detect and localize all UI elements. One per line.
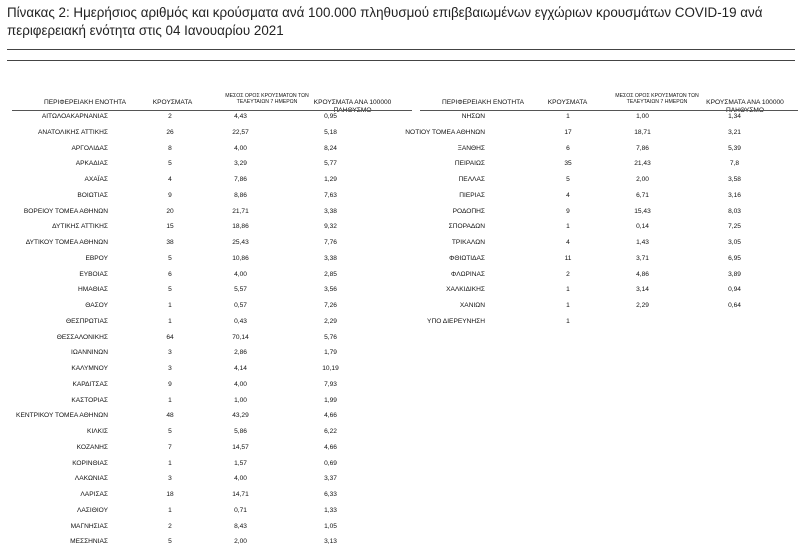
cell-cases: 7 [168,443,172,451]
cell-per100k: 8,24 [324,144,337,152]
cell-per100k: 3,13 [324,538,337,546]
cell-per100k: 8,03 [728,207,741,215]
cell-cases: 1 [168,396,172,404]
cell-cases: 35 [564,160,572,168]
cell-per100k: 3,38 [324,254,337,262]
cell-avg7: 4,00 [234,475,247,483]
cell-avg7: 21,71 [232,207,249,215]
cell-region: ΦΛΩΡΙΝΑΣ [450,270,485,278]
header-per100k: ΚΡΟΥΣΜΑΤΑ ΑΝΑ 100000 ΠΛΗΘΥΣΜΟ [706,99,784,114]
cell-region: ΚΑΛΥΜΝΟΥ [71,365,108,372]
cell-avg7: 21,43 [634,160,651,168]
cell-cases: 17 [564,128,572,136]
cell-region: ΕΒΡΟΥ [85,254,108,262]
header-region: ΠΕΡΙΦΕΡΕΙΑΚΗ ΕΝΟΤΗΤΑ [441,99,525,106]
cell-cases: 2 [168,113,172,120]
cell-region: ΛΑΣΙΘΙΟΥ [77,506,108,514]
cell-per100k: 7,63 [324,191,337,199]
cell-cases: 5 [566,176,570,183]
header-underline [420,110,798,111]
cell-per100k: 9,32 [324,223,337,231]
cell-region: ΚΟΡΙΝΘΙΑΣ [72,459,108,467]
cell-per100k: 3,56 [324,286,337,294]
cell-per100k: 5,18 [324,128,337,136]
cell-avg7: 0,57 [234,302,247,309]
cell-cases: 15 [166,223,174,231]
cell-region: ΔΥΤΙΚΟΥ ΤΟΜΕΑ ΑΘΗΝΩΝ [25,239,108,246]
cell-per100k: 1,99 [324,396,337,404]
cell-avg7: 4,00 [234,270,247,278]
cell-avg7: 0,14 [636,223,649,231]
cell-region: ΔΥΤΙΚΗΣ ΑΤΤΙΚΗΣ [52,223,108,231]
cell-cases: 1 [566,223,570,231]
cell-cases: 5 [168,428,172,435]
cell-per100k: 7,93 [324,380,337,388]
cell-avg7: 2,00 [234,538,247,546]
cell-avg7: 4,14 [234,365,247,372]
cell-cases: 5 [168,538,172,546]
cell-cases: 20 [166,207,174,215]
cell-region: ΒΟΙΩΤΙΑΣ [77,191,108,199]
cell-per100k: 3,05 [728,239,741,246]
cell-region: ΜΑΓΝΗΣΙΑΣ [70,522,108,530]
header-underline [12,110,412,111]
table-caption: Πίνακας 2: Ημερήσιος αριθμός και κρούσματα ανά 100.000 πληθυσμού επιβεβαιωμένων εγχώριων κρουσμάτων COVID-19 ανά περιφερειακή ενότητα στις 04 Ιανουαρίου 2021 [7,5,763,38]
cell-cases: 1 [566,113,570,120]
cell-avg7: 7,86 [234,176,247,183]
cell-avg7: 18,86 [232,223,249,231]
cell-region: ΠΙΕΡΙΑΣ [459,191,485,199]
cell-region: ΦΘΙΩΤΙΔΑΣ [449,254,485,262]
cell-per100k: 4,66 [324,412,337,420]
cell-avg7: 22,57 [232,128,249,136]
cell-cases: 48 [166,412,174,420]
cell-cases: 5 [168,254,172,262]
cell-region: ΚΙΛΚΙΣ [87,428,108,435]
cell-avg7: 15,43 [634,207,651,215]
cell-region: ΛΑΚΩΝΙΑΣ [74,475,108,483]
cell-per100k: 2,29 [324,317,337,325]
cell-avg7: 4,00 [234,144,247,152]
cell-cases: 5 [168,160,172,168]
cell-cases: 9 [168,191,172,199]
cell-cases: 3 [168,365,172,372]
cell-region: ΑΝΑΤΟΛΙΚΗΣ ΑΤΤΙΚΗΣ [38,128,108,136]
cell-per100k: 0,69 [324,459,337,467]
cell-avg7: 3,14 [636,286,649,294]
cell-per100k: 3,16 [728,191,741,199]
cell-cases: 9 [168,380,172,388]
cell-region: ΧΑΛΚΙΔΙΚΗΣ [446,286,485,294]
cell-cases: 6 [168,270,172,278]
cell-avg7: 3,29 [234,160,247,168]
cell-avg7: 2,29 [636,302,649,309]
cell-per100k: 6,95 [728,254,741,262]
cell-cases: 3 [168,349,172,357]
cell-region: ΚΑΣΤΟΡΙΑΣ [71,396,108,404]
cell-cases: 3 [168,475,172,483]
cell-cases: 1 [168,459,172,467]
cell-per100k: 0,94 [728,286,741,294]
cell-avg7: 2,00 [636,176,649,183]
cell-cases: 38 [166,239,174,246]
cell-cases: 5 [168,286,172,294]
cell-region: ΡΟΔΟΠΗΣ [452,207,485,215]
cell-per100k: 5,39 [728,144,741,152]
cell-per100k: 10,19 [322,365,339,372]
header-per100k: ΚΡΟΥΣΜΑΤΑ ΑΝΑ 100000 ΠΛΗΘΥΣΜΟ [313,99,392,114]
cell-region: ΞΑΝΘΗΣ [457,144,485,152]
cell-cases: 11 [564,254,572,262]
cell-per100k: 2,85 [324,270,337,278]
cell-per100k: 7,26 [324,302,337,309]
cell-cases: 8 [168,144,172,152]
cell-cases: 4 [566,239,570,246]
cell-cases: 18 [166,491,174,498]
cell-avg7: 7,86 [636,144,649,152]
divider [7,60,795,61]
cell-per100k: 0,64 [728,302,741,309]
cell-cases: 4 [168,176,172,183]
cell-avg7: 5,57 [234,286,247,294]
cell-region: ΘΕΣΣΑΛΟΝΙΚΗΣ [56,333,108,341]
cell-per100k: 1,79 [324,349,337,357]
cell-cases: 1 [566,317,570,325]
cell-avg7: 18,71 [634,128,651,136]
cell-per100k: 3,37 [324,475,337,483]
cell-region: ΙΩΑΝΝΙΝΩΝ [71,349,108,357]
cell-avg7: 5,86 [234,428,247,435]
header-cases: ΚΡΟΥΣΜΑΤΑ [547,99,588,106]
cell-region: ΚΕΝΤΡΙΚΟΥ ΤΟΜΕΑ ΑΘΗΝΩΝ [16,412,108,420]
cell-region: ΝΟΤΙΟΥ ΤΟΜΕΑ ΑΘΗΝΩΝ [405,128,485,136]
header-avg7: ΜΕΣΟΣ ΟΡΟΣ ΚΡΟΥΣΜΑΤΩΝ ΤΩΝ ΤΕΛΕΥΤΑΙΩΝ 7 ΗΜΕΡΩΝ [615,93,699,105]
cell-region: ΚΟΖΑΝΗΣ [76,443,108,451]
cell-cases: 4 [566,191,570,199]
cell-cases: 2 [566,270,570,278]
cell-per100k: 5,77 [324,160,337,168]
cell-region: ΗΜΑΘΙΑΣ [78,286,108,294]
cell-avg7: 25,43 [232,239,249,246]
cell-avg7: 14,71 [232,491,249,498]
header-avg7: ΜΕΣΟΣ ΟΡΟΣ ΚΡΟΥΣΜΑΤΩΝ ΤΩΝ ΤΕΛΕΥΤΑΙΩΝ 7 ΗΜΕΡΩΝ [225,93,309,105]
cell-per100k: 1,34 [728,113,741,120]
cell-avg7: 6,71 [636,191,649,199]
cell-per100k: 6,33 [324,491,337,498]
cell-region: ΘΕΣΠΡΩΤΙΑΣ [65,317,108,325]
cell-avg7: 1,00 [636,113,649,120]
cell-per100k: 0,95 [324,113,337,120]
header-region: ΠΕΡΙΦΕΡΕΙΑΚΗ ΕΝΟΤΗΤΑ [43,99,127,106]
cell-per100k: 6,22 [324,428,337,435]
cell-per100k: 4,66 [324,443,337,451]
cell-region: ΛΑΡΙΣΑΣ [80,491,108,498]
cell-avg7: 8,43 [234,522,247,530]
cell-avg7: 0,71 [234,506,247,514]
cell-region: ΣΠΟΡΑΔΩΝ [448,223,485,231]
cell-avg7: 1,00 [234,396,247,404]
cell-region: ΤΡΙΚΑΛΩΝ [451,239,485,246]
cell-region: ΠΕΛΛΑΣ [458,176,485,183]
cell-per100k: 7,8 [729,160,740,168]
cell-per100k: 3,89 [728,270,741,278]
cell-cases: 1 [566,302,570,309]
cell-region: ΝΗΣΩΝ [461,113,485,120]
cell-avg7: 4,86 [636,270,649,278]
cell-cases: 1 [168,506,172,514]
divider [7,49,795,50]
cell-region: ΑΙΤΩΛΟΑΚΑΡΝΑΝΙΑΣ [41,113,108,120]
cell-cases: 64 [166,333,174,341]
cell-per100k: 3,38 [324,207,337,215]
cell-cases: 1 [168,317,172,325]
cell-cases: 6 [566,144,570,152]
cell-avg7: 1,57 [234,459,247,467]
cell-avg7: 4,43 [234,113,247,120]
cell-per100k: 1,29 [324,176,337,183]
cell-avg7: 4,00 [234,380,247,388]
cell-region: ΘΑΣΟΥ [85,302,108,309]
cell-per100k: 7,25 [728,223,741,231]
cell-cases: 1 [168,302,172,309]
cell-region: ΑΡΚΑΔΙΑΣ [75,160,108,168]
cell-per100k: 3,21 [728,128,741,136]
cell-per100k: 7,76 [324,239,337,246]
cell-region: ΒΟΡΕΙΟΥ ΤΟΜΕΑ ΑΘΗΝΩΝ [23,207,108,215]
cell-cases: 1 [566,286,570,294]
cell-per100k: 1,05 [324,522,337,530]
cell-avg7: 1,43 [636,239,649,246]
cell-region: ΑΧΑΪΑΣ [84,176,108,183]
cell-avg7: 14,57 [232,443,249,451]
cell-avg7: 0,43 [234,317,247,325]
cell-cases: 26 [166,128,174,136]
cell-per100k: 3,58 [728,176,741,183]
cell-avg7: 10,86 [232,254,249,262]
cell-avg7: 8,86 [234,191,247,199]
cell-region: ΚΑΡΔΙΤΣΑΣ [72,380,108,388]
cell-region: ΠΕΙΡΑΙΩΣ [454,160,485,168]
cell-region: ΥΠΟ ΔΙΕΡΕΥΝΗΣΗ [427,317,485,325]
cell-per100k: 1,33 [324,506,337,514]
cell-region: ΕΥΒΟΙΑΣ [79,270,108,278]
cell-avg7: 2,86 [234,349,247,357]
cell-region: ΧΑΝΙΩΝ [459,302,485,309]
cell-cases: 9 [566,207,570,215]
cell-region: ΜΕΣΣΗΝΙΑΣ [70,538,108,546]
cell-per100k: 5,76 [324,333,337,341]
cell-cases: 2 [168,522,172,530]
cell-avg7: 3,71 [636,254,649,262]
cell-avg7: 70,14 [232,333,249,341]
cell-region: ΑΡΓΟΛΙΔΑΣ [71,144,108,152]
header-cases: ΚΡΟΥΣΜΑΤΑ [152,99,193,106]
cell-avg7: 43,29 [232,412,249,420]
